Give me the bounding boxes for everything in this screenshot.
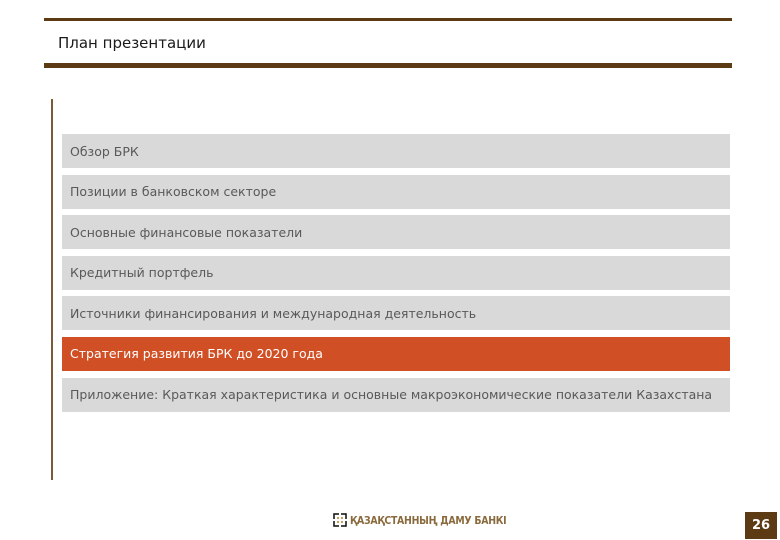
bank-logo (333, 513, 534, 527)
header-top-rule (44, 18, 732, 21)
header-bottom-rule (44, 63, 732, 68)
page-title: План презентации (58, 34, 206, 52)
agenda-list (62, 134, 730, 418)
side-divider (51, 99, 53, 480)
agenda-item-strategy[interactable]: Стратегия развития БРК до 2020 года (62, 337, 730, 371)
bank-logo-icon (333, 513, 347, 527)
agenda-item-financial-indicators[interactable]: Основные финансовые показатели (62, 215, 730, 249)
agenda-item-funding-sources[interactable]: Источники финансирования и международная деятельность (62, 296, 730, 330)
bank-logo-text: ҚАЗАҚСТАННЫҢ ДАМУ БАНКІ (350, 513, 507, 527)
agenda-item-loan-portfolio[interactable]: Кредитный портфель (62, 256, 730, 290)
page-number: 26 (745, 512, 777, 539)
agenda-item-banking-sector[interactable]: Позиции в банковском секторе (62, 175, 730, 209)
agenda-item-overview[interactable]: Обзор БРК (62, 134, 730, 168)
agenda-item-appendix[interactable]: Приложение: Краткая характеристика и основные макроэкономические показатели Казахстана (62, 378, 730, 412)
